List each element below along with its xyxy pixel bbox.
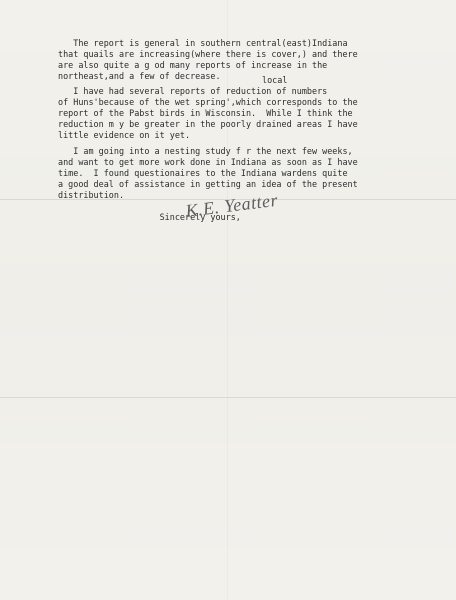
closing-salutation: Sincerely yours,	[58, 212, 241, 222]
paragraph-2-line-3: report of the Pabst birds in Wisconsin. While I think the	[58, 108, 353, 118]
paragraph-1-line-1: The report is general in southern central(east)Indiana	[58, 38, 348, 48]
paragraph-3-line-4: a good deal of assistance in getting an idea of the present	[58, 179, 358, 189]
paragraph-3-line-1: I am going into a nesting study f r the next few weeks,	[58, 146, 353, 156]
paragraph-1-line-3: are also quite a g od many reports of increase in the	[58, 60, 328, 70]
paragraph-2-line-4: reduction m y be greater in the poorly drained areas I have	[58, 119, 358, 129]
paragraph-2-line-2: of Huns'because of the wet spring',which corresponds to the	[58, 97, 358, 107]
paragraph-1-line-2: that quails are increasing(where there is cover,) and there	[58, 49, 358, 59]
paragraph-2-line-5: little evidence on it yet.	[58, 130, 191, 140]
bottom-fold-line	[0, 397, 456, 398]
signature-text: K.E. Yeatter	[184, 189, 280, 221]
paragraph-2-line-1: I have had several reports of reduction of numbers	[58, 86, 328, 96]
paragraph-3-line-2: and want to get more work done in Indiana as soon as I have	[58, 157, 358, 167]
paragraph-3-line-3: time. I found questionaires to the Indiana wardens quite	[58, 168, 348, 178]
paragraph-1-line-4: northeast,and a few of decrease.	[58, 71, 221, 81]
paragraph-3-line-5: distribution.	[58, 190, 125, 200]
handwritten-signature	[184, 186, 280, 231]
inserted-word-local: local	[262, 75, 288, 85]
